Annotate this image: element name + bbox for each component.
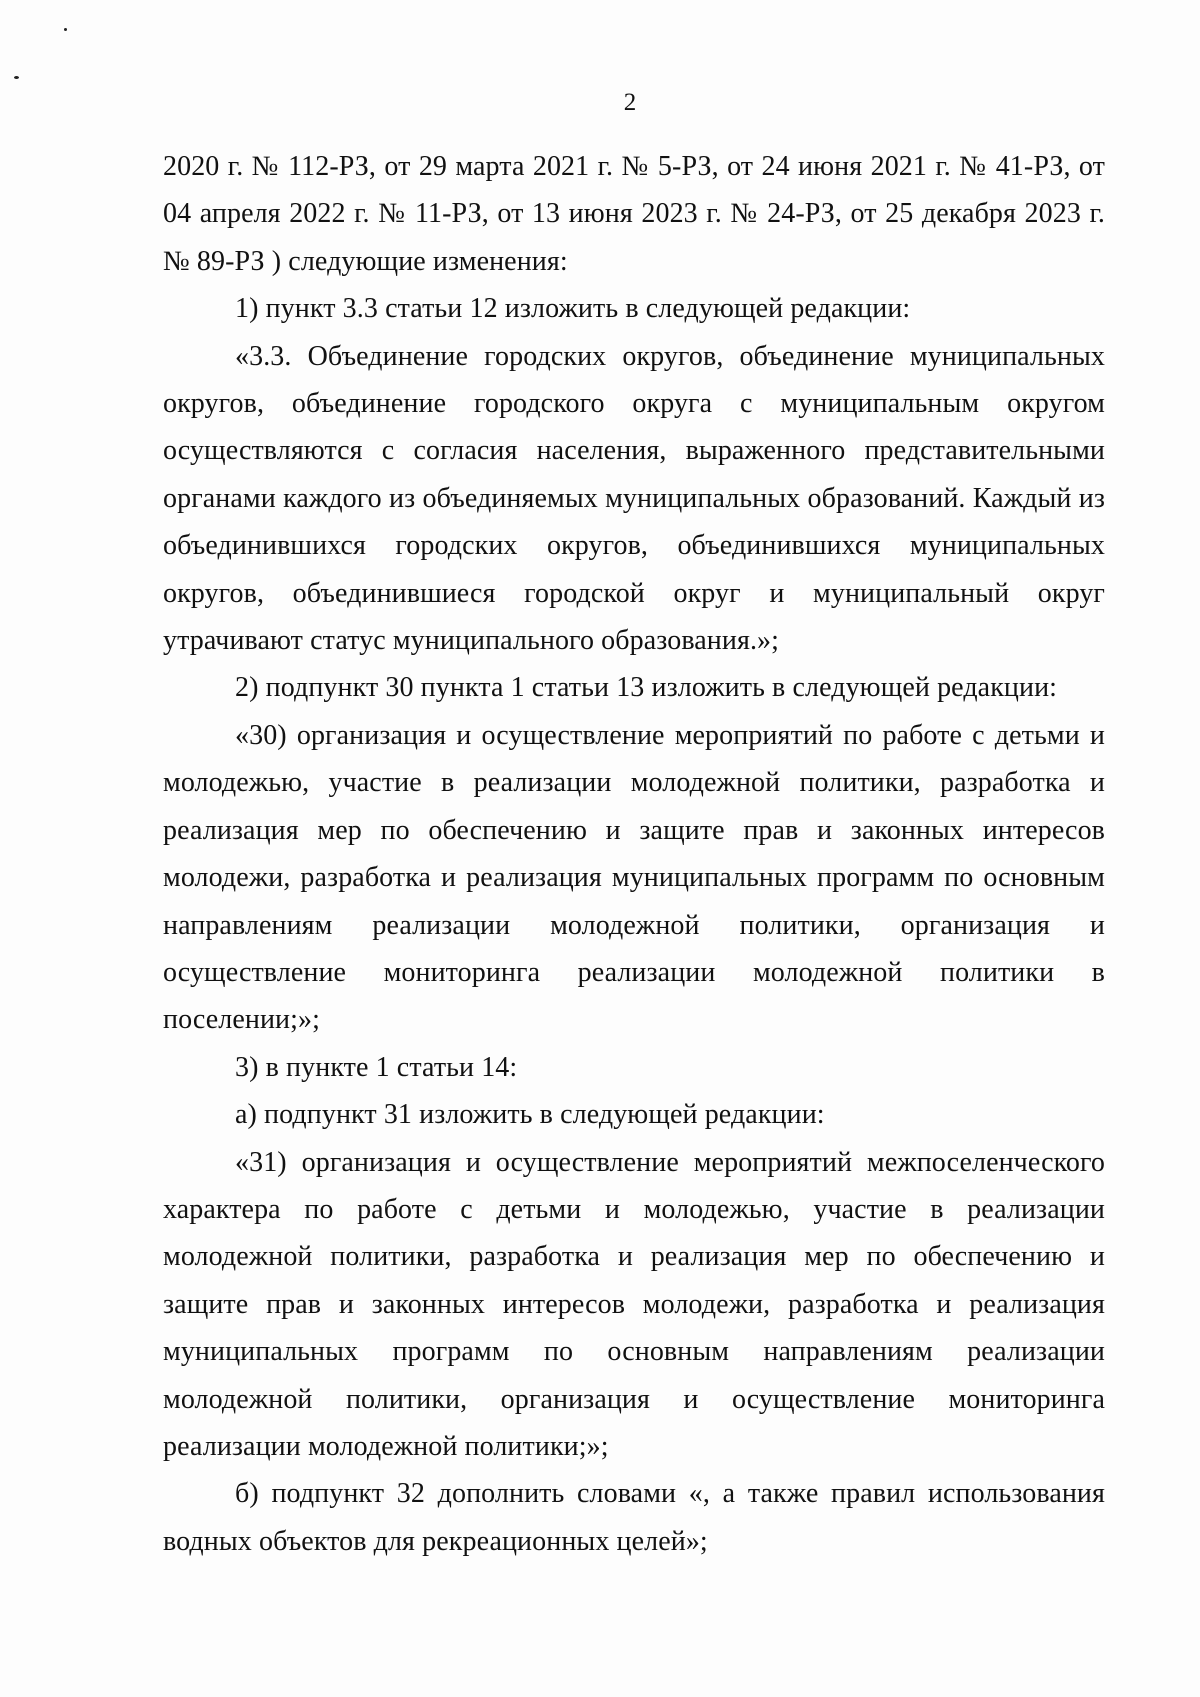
page-number: 2 [623, 89, 637, 116]
scan-speck [14, 76, 19, 79]
paragraph-subclause-31: «31) организация и осуществление мероприятий межпоселенческого характера по работе с детьми и молодежью, участие в реализации молодежной политики, разработка и реализация мер по обеспечению и защите прав и законных интересов молодежи, разработка и реализация муниципальных программ по основным направлениям реализации молодежной политики, организация и осуществление мониторинга реализации молодежной политики;»; [163, 1146, 1105, 1462]
document-body [163, 143, 1105, 1565]
paragraph-subclause-30: «30) организация и осуществление мероприятий по работе с детьми и молодежью, участие в реализации молодежной политики, разработка и реализация мер по обеспечению и защите прав и законных интересов молодежи, разработка и реализация муниципальных программ по основным направлениям реализации молодежной политики, организация и осуществление мониторинга реализации молодежной политики в поселении;»; [163, 719, 1105, 1036]
paragraph-clause-3-3: «3.3. Объединение городских округов, объединение муниципальных округов, объединение городского округа с муниципальным округом осуществляются с согласия населения, выраженного представительными органами каждого из объединяемых муниципальных образований. Каждый из объединившихся городских округов, объединившихся муниципальных округов, объединившиеся городской округ и муниципальный округ утрачивают статус муниципального образования.»; [163, 340, 1105, 657]
scan-speck [64, 28, 67, 31]
paragraph-item-3: 3) в пункте 1 статьи 14: [235, 1051, 518, 1083]
paragraph-item-3a: а) подпункт 31 изложить в следующей редакции: [235, 1099, 825, 1131]
paragraph-item-3b: б) подпункт 32 дополнить словами «, а также правил использования водных объектов для рекреационных целей»; [163, 1478, 1105, 1557]
paragraph-item-1: 1) пункт 3.3 статьи 12 изложить в следующей редакции: [235, 293, 911, 325]
paragraph-amendment-list-continued: 2020 г. № 112-РЗ, от 29 марта 2021 г. № 5-РЗ, от 24 июня 2021 г. № 41-РЗ, от 04 апреля 2022 г. № 11-РЗ, от 13 июня 2023 г. № 24-РЗ, от 25 декабря 2023 г. № 89-РЗ ) следующие изменения: [163, 151, 1105, 277]
paragraph-item-2: 2) подпункт 30 пункта 1 статьи 13 изложить в следующей редакции: [235, 672, 1058, 704]
